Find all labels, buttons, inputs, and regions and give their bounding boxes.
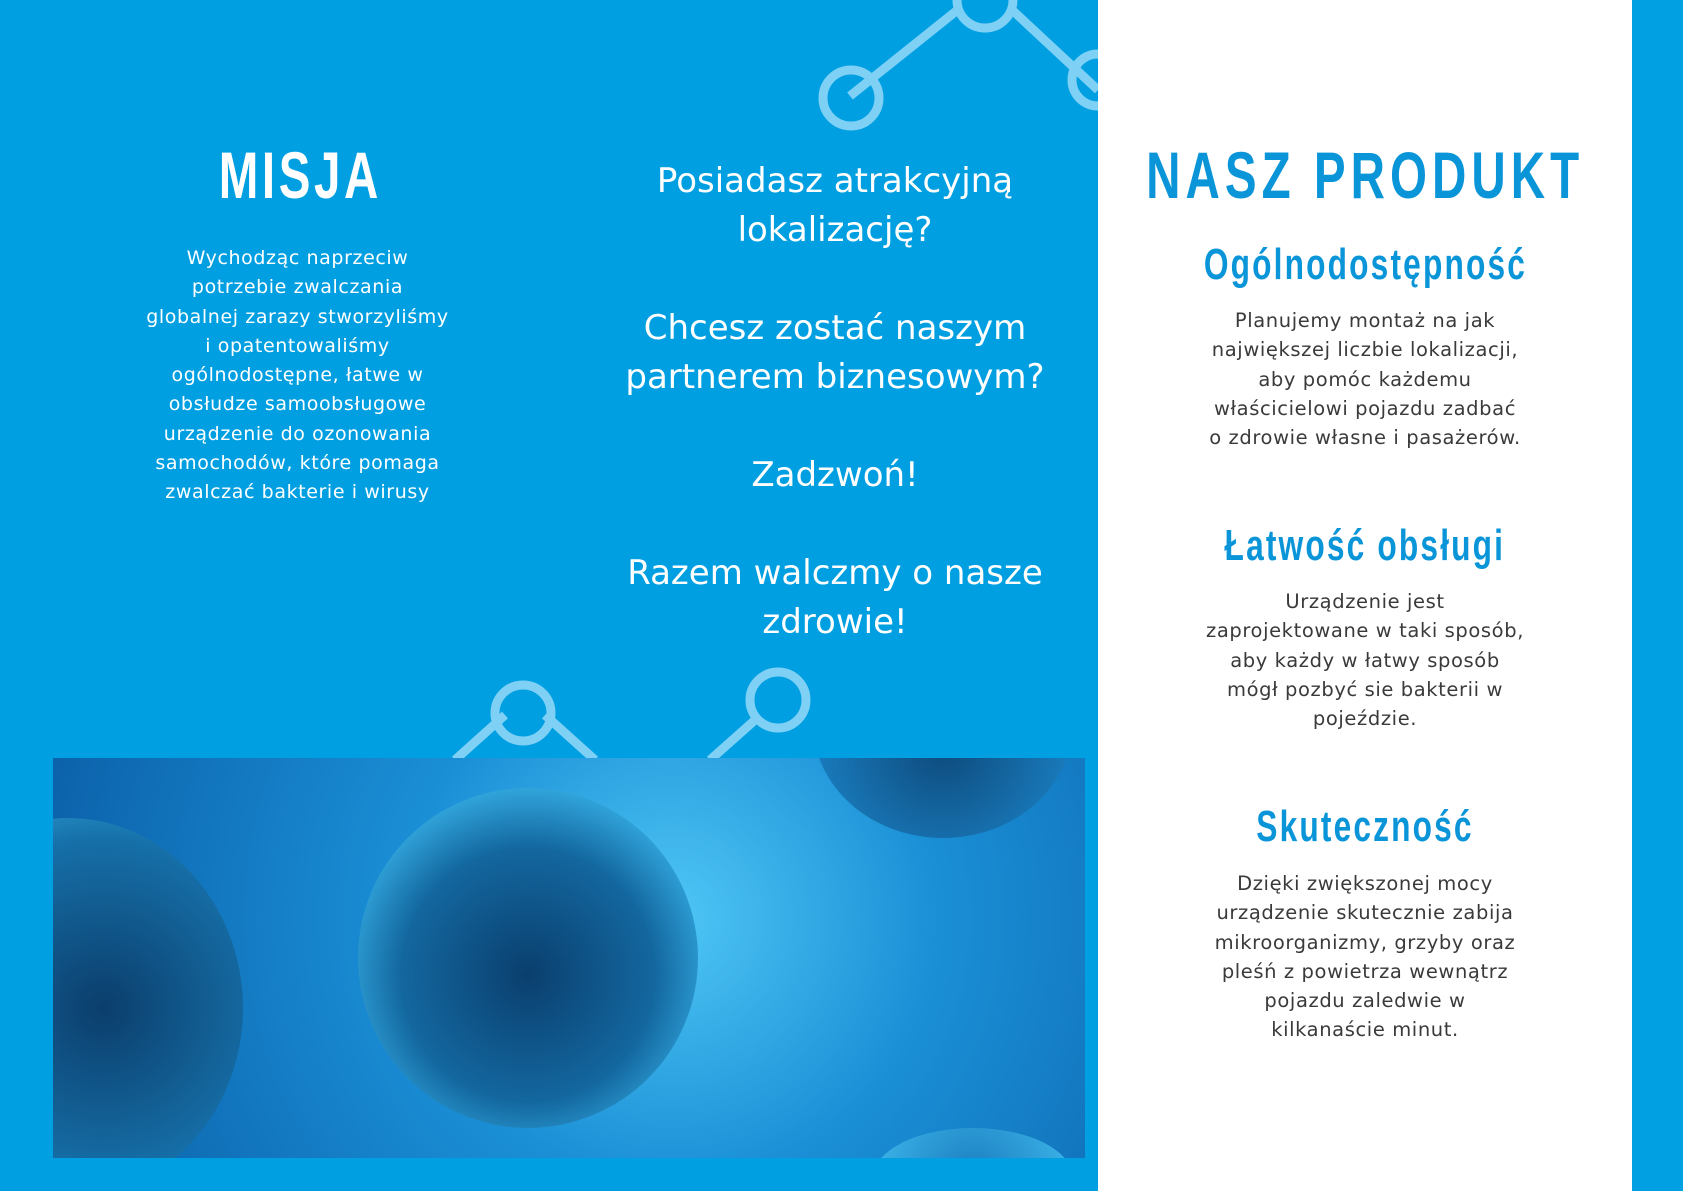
text-line: zaprojektowane w taki sposób, [1205,619,1524,643]
mission-title-box [0,138,600,214]
text-line: Urządzenie jest [1285,590,1445,613]
text-line: kilkanaście minut. [1271,1018,1459,1042]
text-line: Planujemy montaż na jak [1234,309,1496,332]
text-line: zdrowie! [762,602,908,642]
section-heading-box [1098,802,1632,853]
text-line: największej liczbie lokalizacji, [1211,338,1519,362]
text-line: pojazdu zaledwie w [1264,989,1466,1013]
product-title-box [1098,138,1632,214]
text-line: obsłudze samoobsługowe [168,393,427,416]
text-line: aby każdy w łatwy sposób [1230,648,1500,672]
section-heading-box [1098,240,1632,291]
section-heading: Ogólnodostępność [1203,240,1527,289]
bacteria-image [53,758,1085,1158]
text-line: Chcesz zostać naszym [643,308,1027,348]
text-line: właścicielowi pojazdu zadbać [1213,396,1517,420]
section-text [1110,306,1620,452]
mission-title: MISJA [218,138,382,212]
text-line: Zadzwoń! [751,455,919,495]
text-line: partnerem biznesowym? [625,357,1045,397]
text-line: i opatentowaliśmy [205,334,390,357]
text-line: Posiadasz atrakcyjną [656,161,1014,201]
text-line: o zdrowie własne i pasażerów. [1209,426,1521,450]
text-line: Wychodząc naprzeciw [186,247,409,269]
text-line: zwalczać bakterie i wirusy [165,481,430,504]
section-heading: Łatwość obsługi [1224,521,1506,570]
text-line: mógł pozbyć sie bakterii w [1226,677,1504,701]
text-line: ogólnodostępne, łatwe w [171,364,424,387]
section-text [1110,869,1620,1045]
text-line: globalnej zarazy stworzyliśmy [146,305,449,328]
text-line: lokalizację? [737,210,933,250]
section-heading: Skuteczność [1256,802,1474,851]
mission-text [80,244,515,508]
text-line: pojeździe. [1312,707,1418,731]
section-heading-box [1098,521,1632,572]
text-line: aby pomóc każdemu [1258,367,1472,391]
edge-strip [1632,0,1683,1191]
text-line: samochodów, które pomaga [155,452,440,475]
text-line: potrzebie zwalczania [191,276,404,299]
section-text [1110,587,1620,733]
text-line: Razem walczmy o nasze [627,553,1043,593]
text-line: Dzięki zwiększonej mocy [1237,872,1493,895]
text-line: urządzenie do ozonowania [163,422,432,445]
text-line: mikroorganizmy, grzyby oraz [1214,930,1516,954]
partner-callout [560,157,1110,647]
product-title: NASZ PRODUKT [1146,138,1585,212]
text-line: urządzenie skutecznie zabija [1216,901,1514,925]
text-line: pleśń z powietrza wewnątrz [1221,959,1509,983]
